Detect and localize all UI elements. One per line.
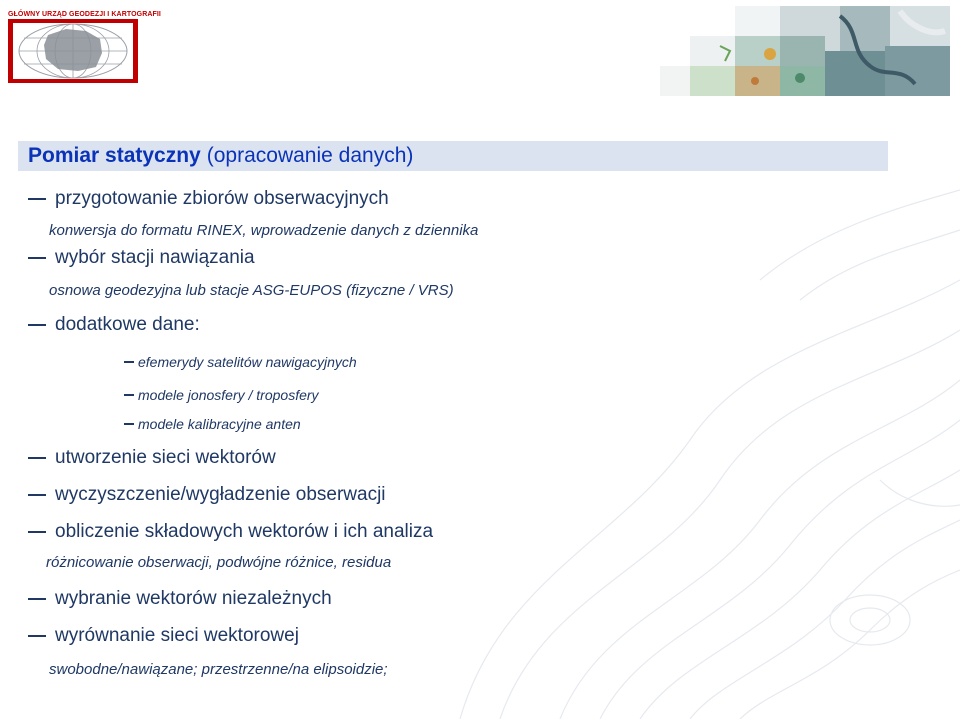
title-subtitle: (opracowanie danych) [206, 144, 414, 167]
list-item: wybór stacji nawiązania [28, 247, 255, 269]
list-item: wyrównanie sieci wektorowej [28, 625, 299, 647]
list-item: różnicowanie obserwacji, podwójne różnice, residua [46, 554, 392, 571]
dash-bullet [28, 324, 46, 326]
list-item: osnowa geodezyjna lub stacje ASG-EUPOS (fizyczne / VRS) [49, 282, 454, 299]
list-item: dodatkowe dane: [28, 314, 200, 336]
title-bold: Pomiar statyczny [28, 144, 201, 167]
dash-bullet [124, 394, 134, 395]
list-item: konwersja do formatu RINEX, wprowadzenie danych z dziennika [49, 222, 479, 239]
dash-bullet [28, 198, 46, 200]
dash-bullet [28, 598, 46, 600]
list-item: obliczenie składowych wektorów i ich analiza [28, 521, 433, 543]
list-item: modele kalibracyjne anten [124, 416, 301, 432]
dash-bullet [28, 257, 46, 259]
list-item: efemerydy satelitów nawigacyjnych [124, 354, 357, 370]
logo-text: GŁÓWNY URZĄD GEODEZJI I KARTOGRAFII [8, 11, 161, 18]
list-item: utworzenie sieci wektorów [28, 447, 276, 469]
dash-bullet [28, 635, 46, 637]
dash-bullet [28, 531, 46, 533]
list-item: swobodne/nawiązane; przestrzenne/na elipsoidzie; [49, 661, 388, 678]
list-item: wybranie wektorów niezależnych [28, 588, 332, 610]
dash-bullet [28, 494, 46, 496]
dash-bullet [28, 457, 46, 459]
dash-bullet [124, 361, 134, 362]
list-item: wyczyszczenie/wygładzenie obserwacji [28, 484, 386, 506]
list-item: modele jonosfery / troposfery [124, 387, 319, 403]
list-item: przygotowanie zbiorów obserwacyjnych [28, 188, 389, 210]
dash-bullet [124, 423, 134, 424]
